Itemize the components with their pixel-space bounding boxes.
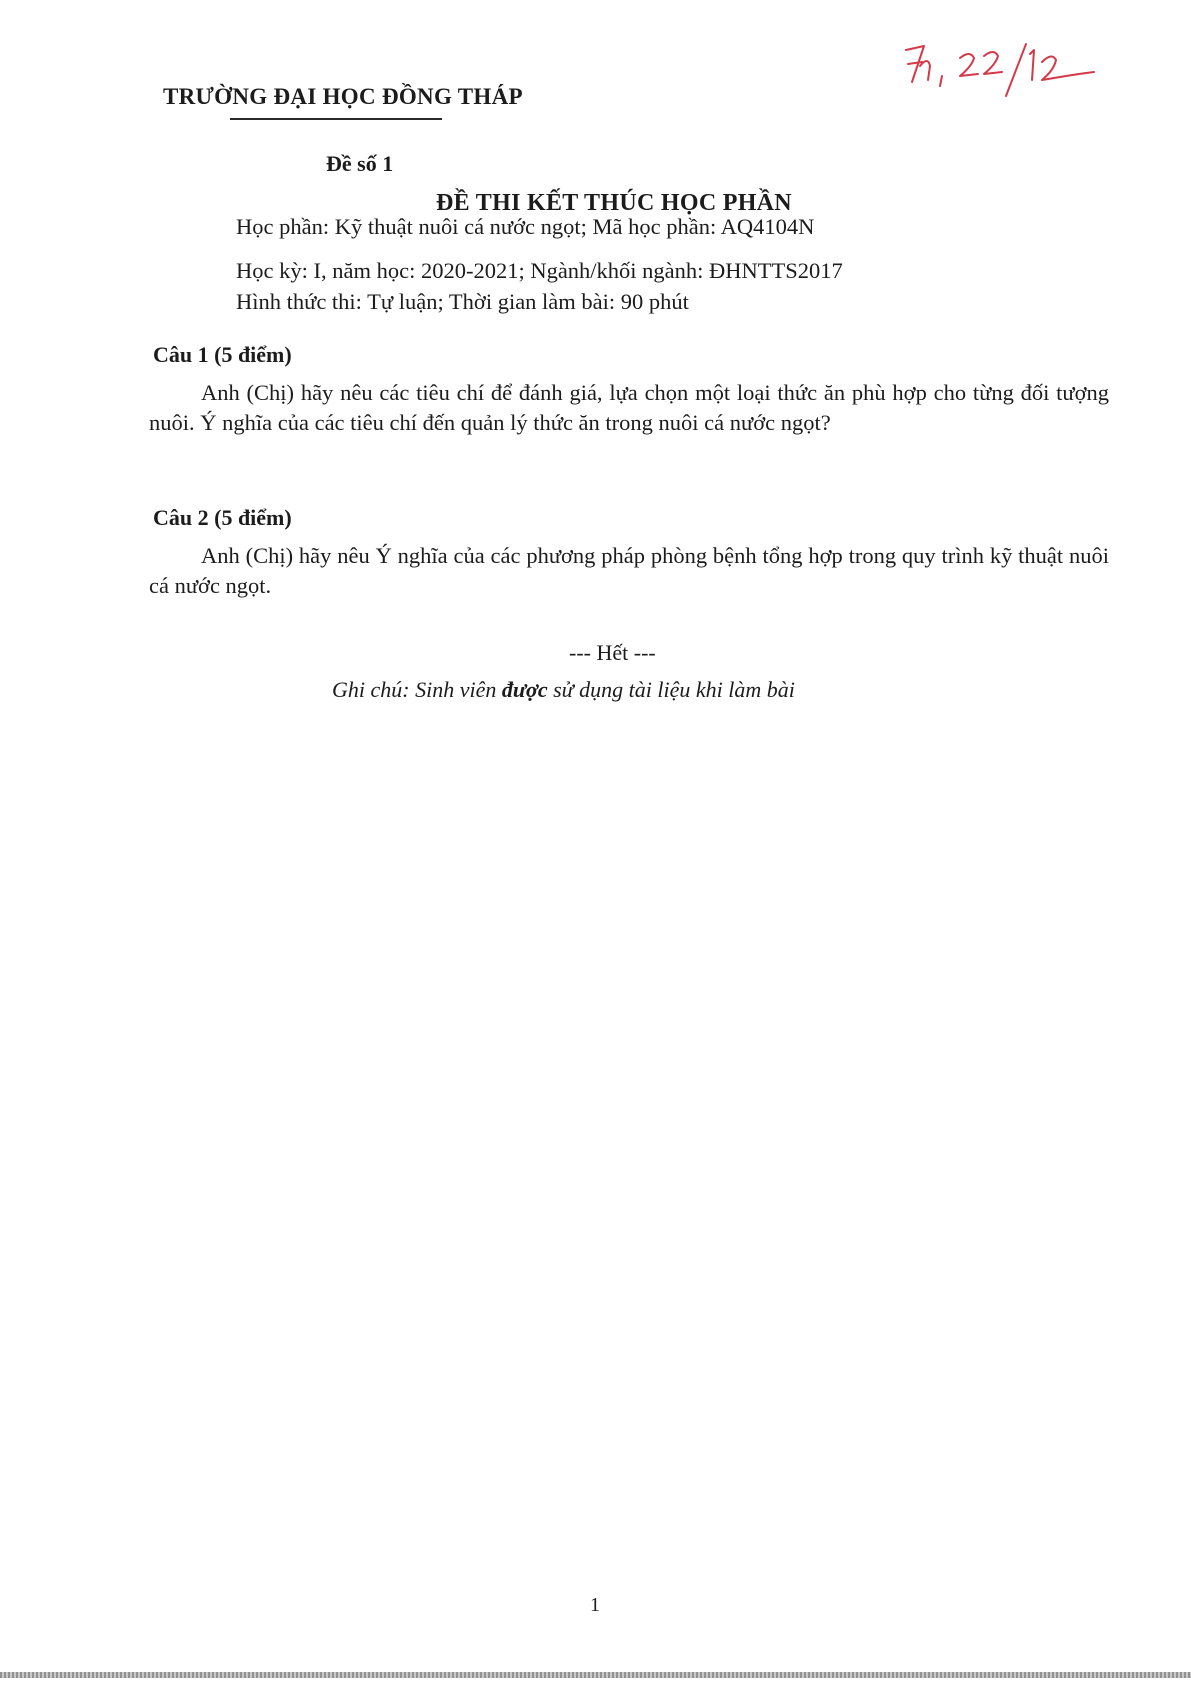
scan-edge-border [0,1672,1191,1678]
exam-note [332,677,795,703]
question-2-heading: Câu 2 (5 điểm) [153,505,292,530]
exam-format-info-line: Hình thức thi: Tự luận; Thời gian làm bài: 90 phút [236,289,689,314]
course-info-line: Học phần: Kỹ thuật nuôi cá nước ngọt; Mã học phần: AQ4104N [236,214,815,239]
question-1-heading: Câu 1 (5 điểm) [153,342,292,367]
note-suffix: sử dụng tài liệu khi làm bài [547,677,795,702]
school-name: TRƯỜNG ĐẠI HỌC ĐỒNG THÁP [163,84,523,109]
handwritten-date-note [898,36,1098,106]
note-emphasis: được [501,677,548,702]
handwritten-note-text: 7h, 22/12 [898,36,902,37]
note-prefix: Ghi chú: Sinh viên [332,677,502,702]
semester-info-line: Học kỳ: I, năm học: 2020-2021; Ngành/khối ngành: ĐHNTTS2017 [236,258,843,283]
school-name-underline [230,118,442,120]
exam-title: ĐỀ THI KẾT THÚC HỌC PHẦN [436,190,792,216]
end-mark: --- Hết --- [569,640,656,665]
exam-number: Đề số 1 [326,151,394,176]
page-number: 1 [590,1594,600,1616]
question-1-body: Anh (Chị) hãy nêu các tiêu chí để đánh giá, lựa chọn một loại thức ăn phù hợp cho từng đối tượng nuôi. Ý nghĩa của các tiêu chí đến quản lý thức ăn trong nuôi cá nước ngọt? [149,380,1109,435]
question-2-body: Anh (Chị) hãy nêu Ý nghĩa của các phương pháp phòng bệnh tổng hợp trong quy trình kỹ thuật nuôi cá nước ngọt. [149,543,1109,598]
